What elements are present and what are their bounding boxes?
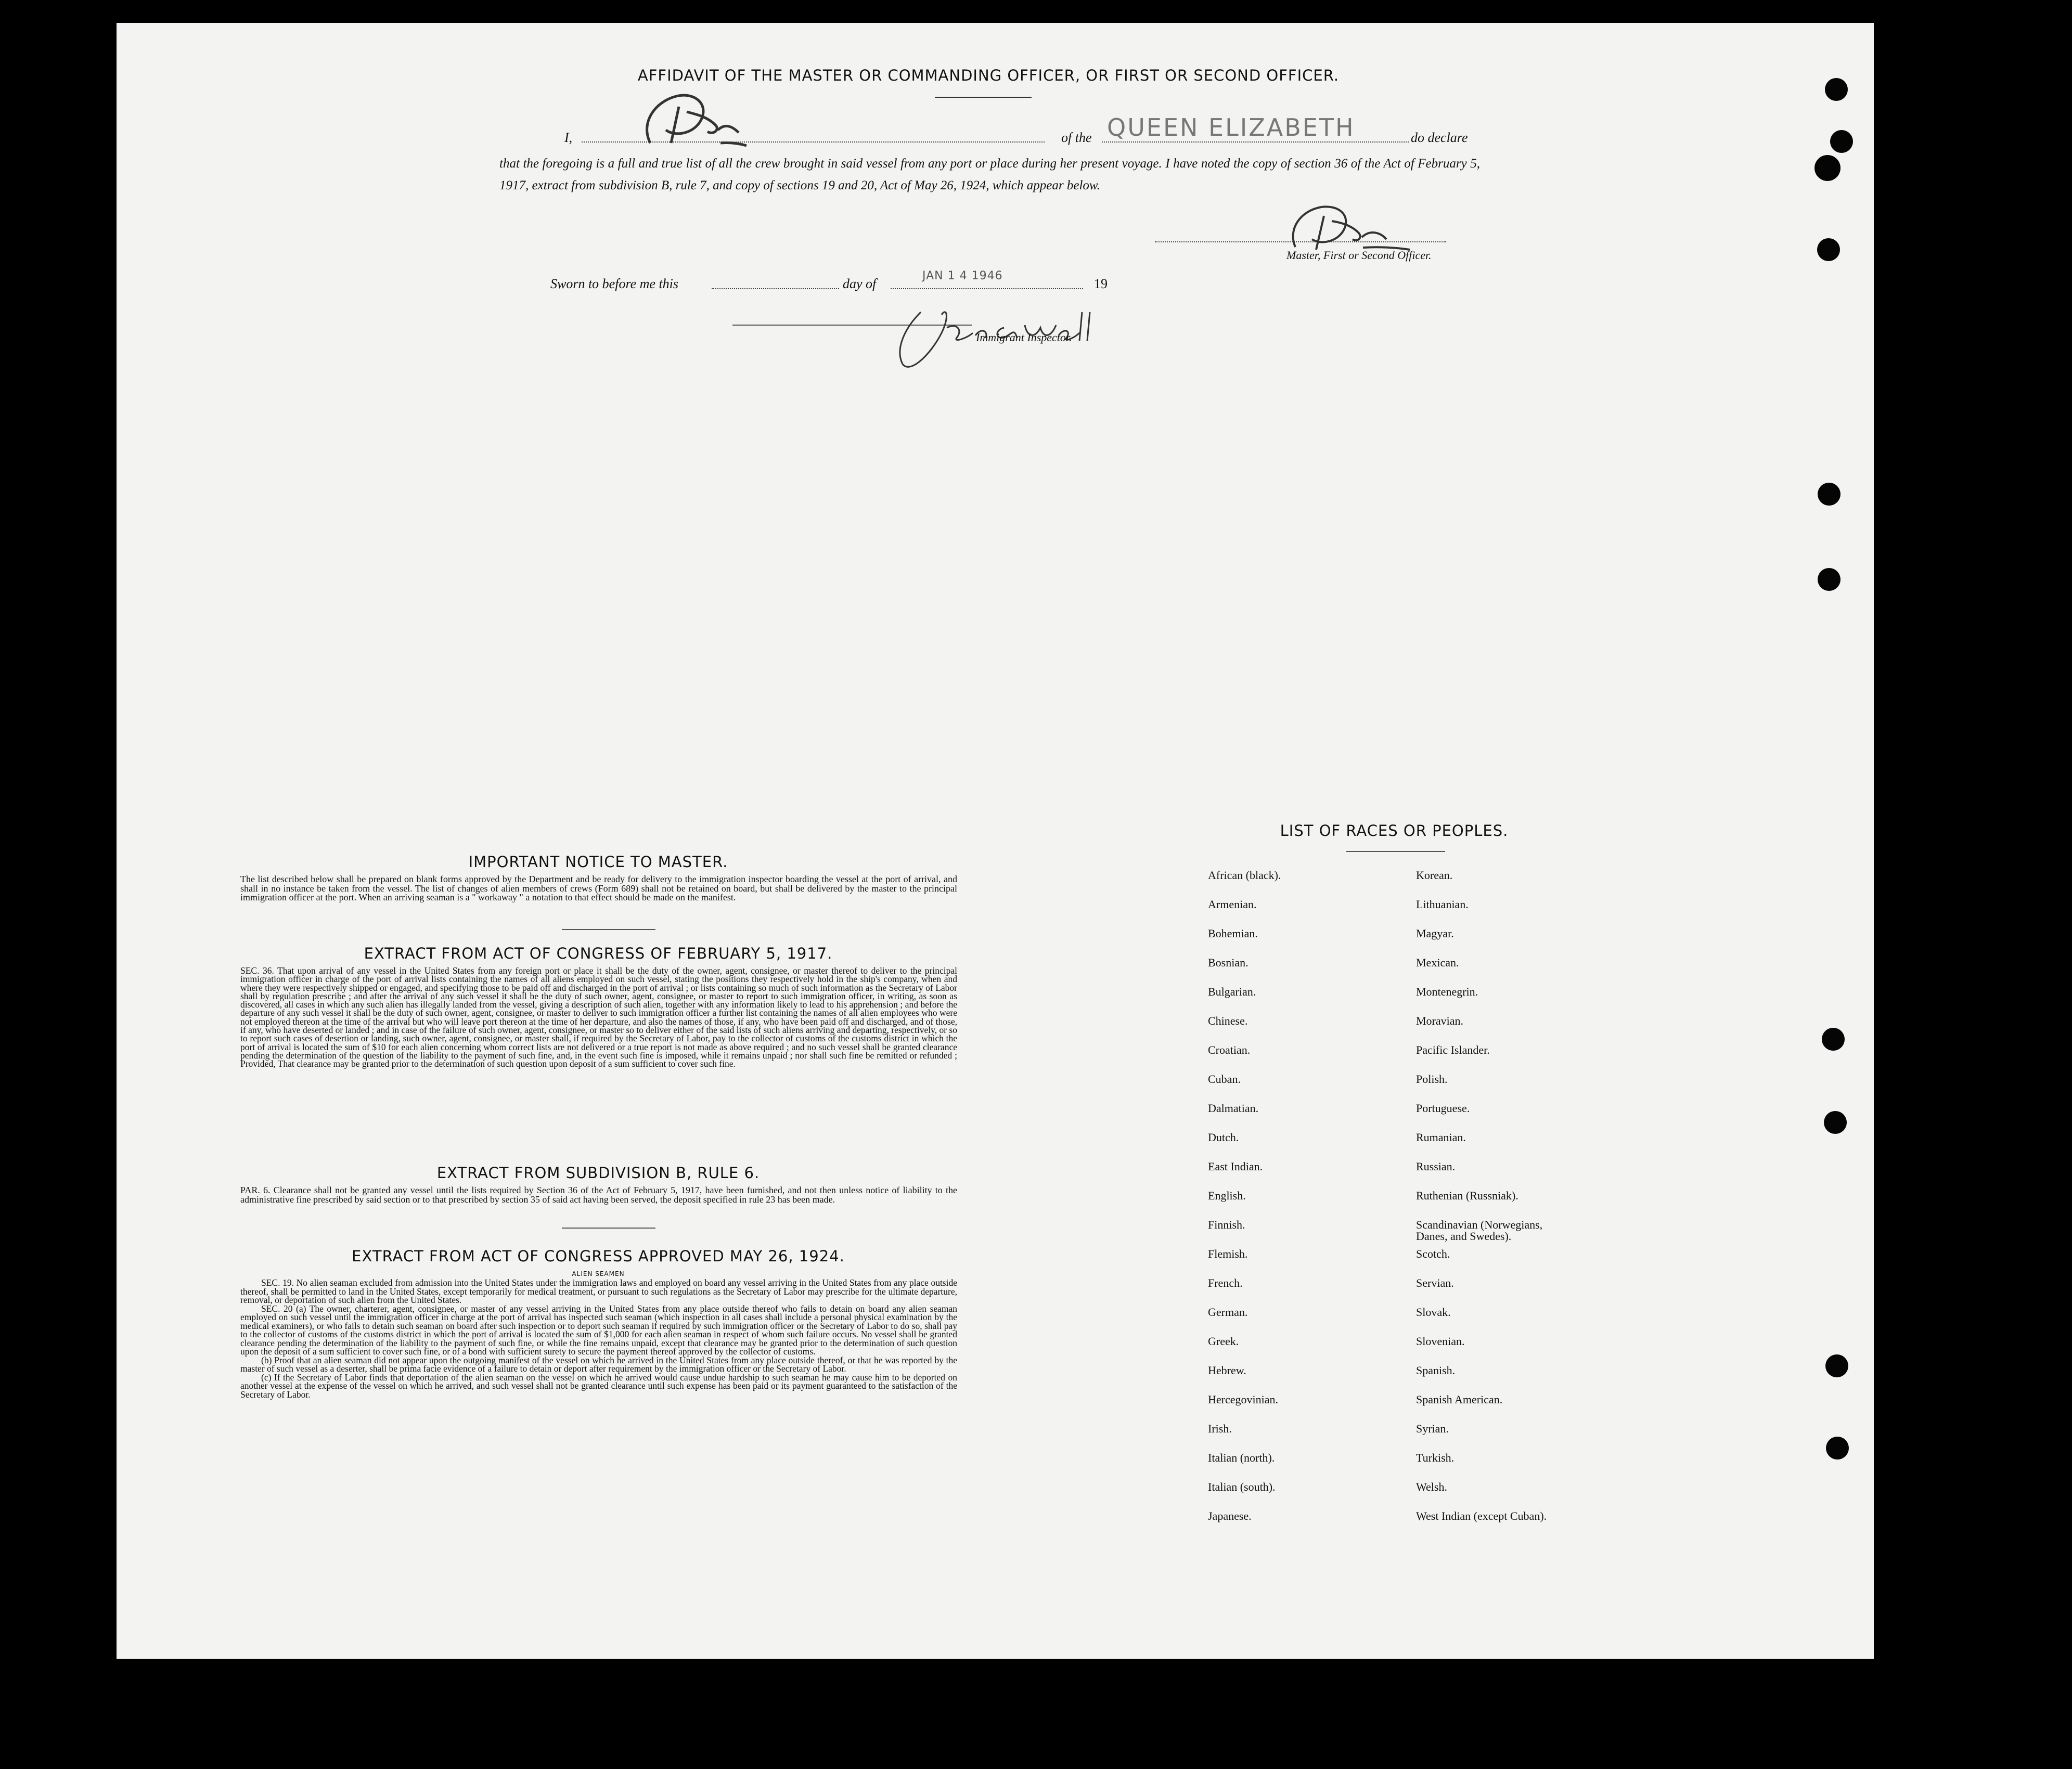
inspector-caption: Immigrant Inspector.	[976, 331, 1072, 344]
race-left-10: East Indian.	[1208, 1160, 1263, 1173]
punch-hole	[1824, 1111, 1847, 1134]
race-right-18: Spanish American.	[1416, 1393, 1503, 1406]
race-right-21: Welsh.	[1416, 1480, 1447, 1493]
race-left-5: Chinese.	[1208, 1014, 1248, 1027]
race-right-2: Magyar.	[1416, 927, 1454, 940]
punch-hole	[1817, 238, 1840, 261]
sworn-day-line	[712, 288, 839, 289]
divider	[1346, 851, 1445, 852]
race-left-9: Dutch.	[1208, 1131, 1239, 1144]
declare-label: do declare	[1411, 130, 1468, 145]
race-left-21: Italian (south).	[1208, 1480, 1276, 1493]
race-left-8: Dalmatian.	[1208, 1102, 1259, 1115]
race-right-13: Scotch.	[1416, 1247, 1450, 1260]
race-right-7: Polish.	[1416, 1073, 1448, 1086]
race-left-1: Armenian.	[1208, 898, 1257, 911]
divider	[935, 97, 1032, 98]
affidavit-i-label: I,	[564, 130, 573, 145]
race-left-18: Hercegovinian.	[1208, 1393, 1278, 1406]
extract-rule6-title: EXTRACT FROM SUBDIVISION B, RULE 6.	[436, 1164, 760, 1182]
vessel-line	[1102, 141, 1409, 143]
form-page	[117, 23, 1874, 1659]
punch-hole	[1825, 1354, 1848, 1377]
race-left-14: French.	[1208, 1276, 1243, 1289]
punch-hole	[1818, 568, 1841, 591]
race-right-10: Russian.	[1416, 1160, 1456, 1173]
punch-hole	[1825, 78, 1848, 101]
race-right-5: Moravian.	[1416, 1014, 1464, 1027]
sec-19-paragraph: SEC. 19. No alien seaman excluded from admission into the United States under the immigration laws and employed on board any vessel arriving in the United States from any place outside thereof, shall be permitted to land in the United States, except temporarily for medical treatment, or pursuant to such regulations as the Secretary of Labor may prescribe for the ultimate departure, removal, or deportation of such alien from the United States.	[240, 1277, 957, 1305]
race-left-15: German.	[1208, 1306, 1248, 1319]
officer-caption: Master, First or Second Officer.	[1286, 249, 1432, 262]
officer-signature-2	[1280, 198, 1415, 255]
race-left-0: African (black).	[1208, 869, 1281, 882]
divider	[562, 1228, 655, 1229]
divider	[562, 929, 655, 930]
race-left-11: English.	[1208, 1189, 1246, 1202]
sec-20c-paragraph: (c) If the Secretary of Labor finds that deportation of the alien seaman on the vessel on which he arrived would cause undue hardship to such seaman he may cause him to be deported on another vessel at the expense of the vessel on which he arrived, and such vessel shall not be granted clearance until such expense has been paid or its payment guaranteed to the satisfaction of the Secretary of Labor.	[240, 1372, 957, 1400]
vessel-name-stamp: QUEEN ELIZABETH	[1107, 113, 1355, 141]
race-right-3: Mexican.	[1416, 956, 1459, 969]
race-right-11: Ruthenian (Russniak).	[1416, 1189, 1518, 1202]
race-right-16: Slovenian.	[1416, 1335, 1465, 1348]
race-right-17: Spanish.	[1416, 1364, 1456, 1377]
notice-body: The list described below shall be prepared on blank forms approved by the Department and be ready for delivery to the immigration inspector boarding the vessel at the port of arrival, and shall in no instance be taken from the vessel. The list of changes of alien members of crews (Form 689) shall not be retained on board, but shall be delivered by the master to the principal immigration officer at the port. When an arriving seaman is a " workaway " a notation to that effect should be made on the manifest.	[240, 874, 957, 902]
race-right-6: Pacific Islander.	[1416, 1043, 1490, 1056]
race-left-20: Italian (north).	[1208, 1451, 1275, 1464]
sworn-date-line	[891, 288, 1083, 289]
race-right-22: West Indian (except Cuban).	[1416, 1509, 1547, 1522]
of-the-label: of the	[1061, 130, 1092, 145]
race-right-19: Syrian.	[1416, 1422, 1449, 1435]
extract-1924-body	[240, 1279, 957, 1399]
sworn-label: Sworn to before me this	[550, 276, 679, 291]
affidavit-title: AFFIDAVIT OF THE MASTER OR COMMANDING OFFICER, OR FIRST OR SECOND OFFICER.	[637, 67, 1340, 84]
race-left-7: Cuban.	[1208, 1073, 1241, 1086]
race-right-14: Servian.	[1416, 1276, 1454, 1289]
punch-hole	[1814, 155, 1841, 181]
race-left-4: Bulgarian.	[1208, 985, 1256, 998]
race-right-20: Turkish.	[1416, 1451, 1455, 1464]
race-right-12: Scandinavian (Norwegians, Danes, and Swedes).	[1416, 1218, 1543, 1243]
race-left-19: Irish.	[1208, 1422, 1232, 1435]
race-right-0: Korean.	[1416, 869, 1453, 882]
race-right-1: Lithuanian.	[1416, 898, 1469, 911]
year-prefix: 19	[1094, 276, 1108, 291]
race-left-13: Flemish.	[1208, 1247, 1248, 1260]
race-right-8: Portuguese.	[1416, 1102, 1470, 1115]
date-stamp: JAN 1 4 1946	[922, 269, 1003, 282]
race-left-22: Japanese.	[1208, 1509, 1252, 1522]
race-right-9: Rumanian.	[1416, 1131, 1466, 1144]
extract-1917-body: SEC. 36. That upon arrival of any vessel in the United States from any foreign port or place it shall be the duty of the owner, agent, consignee, or master thereof to deliver to the principal immigration officer in charge of the port of arrival lists containing the names of all aliens employed on such vessel, stating the positions they respectively hold in the ship's company, when and where they were respectively shipped or engaged, and specifying those to be paid off and discharged in the port of arrival ; or lists containing so much of such information as the Secretary of Labor shall by regulation prescribe ; and after the arrival of any such vessel it shall be the duty of such owner, agent, consignee, or master to report to such immigration officer, in writing, as soon as discovered, all cases in which any such alien has illegally landed from the vessel, giving a description of such alien, together with any information likely to lead to his apprehension ; and before the departure of any such vessel it shall be the duty of such owner, agent, consignee, or master to deliver to such immigration officer a further list containing the names of all alien employees who were not employed thereon at the time of the arrival but who will leave port thereon at the time of her departure, and also the names of those, if any, who have been paid off and discharged, and of those, if any, who have deserted or landed ; and in case of the failure of such owner, agent, consignee, or master so to deliver either of the said lists of such aliens arriving and departing, respectively, or so to report such cases of desertion or landing, such owner, agent, consignee, or master shall, if required by the Secretary of Labor, pay to the collector of customs of the customs district in which the port of arrival is located the sum of $10 for each alien concerning whom correct lists are not delivered or a true report is not made as above required ; and no such vessel shall be granted clearance pending the determination of the question of the liability to the payment of such fine, and, in the event such fine is imposed, while it remains unpaid ; nor shall such fine be remitted or refunded ; Provided, That clearance may be granted prior to the determination of such question upon deposit of a sum sufficient to cover such fine.	[240, 965, 957, 1069]
race-left-6: Croatian.	[1208, 1043, 1251, 1056]
punch-hole	[1818, 483, 1841, 506]
race-left-12: Finnish.	[1208, 1218, 1245, 1231]
race-right-15: Slovak.	[1416, 1306, 1451, 1319]
races-title: LIST OF RACES OR PEOPLES.	[1280, 822, 1509, 840]
day-of-label: day of	[843, 276, 877, 291]
extract-1917-title: EXTRACT FROM ACT OF CONGRESS OF FEBRUARY 5, 1917.	[364, 945, 833, 962]
punch-hole	[1822, 1028, 1845, 1051]
punch-hole	[1830, 130, 1853, 153]
race-left-17: Hebrew.	[1208, 1364, 1246, 1377]
extract-1924-title: EXTRACT FROM ACT OF CONGRESS APPROVED MAY 26, 1924.	[352, 1247, 845, 1265]
race-right-4: Montenegrin.	[1416, 985, 1478, 998]
extract-1924-subtitle: ALIEN SEAMEN	[572, 1270, 625, 1277]
sec-20b-paragraph: (b) Proof that an alien seaman did not appear upon the outgoing manifest of the vessel on which he arrived in the United States from any place outside thereof, or that he was reported by the master of such vessel as a deserter, shall be prima facie evidence of a failure to detain or deport after requirement by the immigration officer or the Secretary of Labor.	[240, 1354, 957, 1374]
extract-rule6-body: PAR. 6. Clearance shall not be granted any vessel until the lists required by Section 36 of the Act of February 5, 1917, have been furnished, and not then unless notice of liability to the administrative fine prescribed by said section or to that prescribed by section 35 of said act having been served, the deposit specified in rule 23 has been made.	[240, 1185, 957, 1205]
affidavit-body: that the foregoing is a full and true list of all the crew brought in said vessel from any port or place during her present voyage. I have noted the copy of section 36 of the Act of February 5, 1917, extract from subdivision B, rule 7, and copy of sections 19 and 20, Act of May 26, 1924, which appear below.	[499, 157, 1480, 192]
officer-signature	[629, 81, 749, 159]
notice-title: IMPORTANT NOTICE TO MASTER.	[468, 853, 728, 871]
punch-hole	[1826, 1437, 1849, 1460]
race-left-16: Greek.	[1208, 1335, 1239, 1348]
race-left-2: Bohemian.	[1208, 927, 1258, 940]
sec-20a-paragraph: SEC. 20 (a) The owner, charterer, agent, consignee, or master of any vessel arriving in the United States from any place outside thereof who fails to detain on board any alien seaman employed on such vessel until the immigration officer in charge at the port of arrival has inspected such seaman (which inspection in all cases shall include a personal physical examination by the medical examiners), or who fails to detain such seaman on board after such inspection or to deport such seaman if required by such immigration officer or the Secretary of Labor to do so, shall pay to the collector of customs of the customs district in which the port of arrival is located the sum of $1,000 for each alien seaman in respect of whom such failure occurs. No vessel shall be granted clearance pending the determination of the liability to the payment of such fine, or while the fine remains unpaid, except that clearance may be granted prior to the determination of such question upon the deposit of a sum sufficient to cover such fine, or of a bond with sufficient surety to secure the payment thereof approved by the collector of customs.	[240, 1303, 957, 1357]
race-left-3: Bosnian.	[1208, 956, 1249, 969]
